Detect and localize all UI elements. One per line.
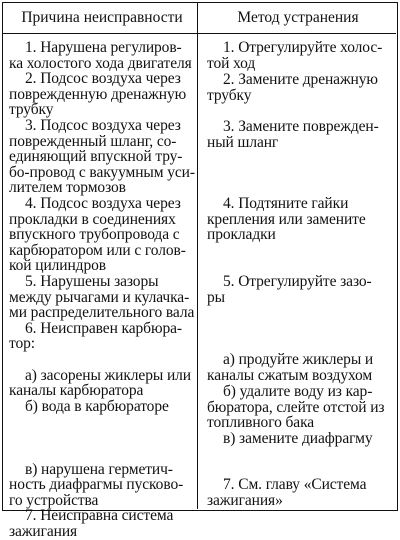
cause-2: 2. Подсос воздуха через поврежденную дренажную трубку bbox=[9, 70, 187, 119]
remedy-3: 3. Замените поврежден- ный шланг bbox=[207, 118, 379, 151]
header-divider bbox=[3, 33, 396, 34]
cause-1: 1. Нарушена регулиров- ка холостого хода двигателя bbox=[9, 39, 192, 72]
cause-6b: б) вода в карбюраторе bbox=[25, 398, 169, 416]
column-divider bbox=[197, 3, 198, 509]
remedy-1: 1. Отрегулируйте холос- той ход bbox=[207, 39, 383, 72]
cause-3: 3. Подсос воздуха через поврежденный шланг, со- единяющий впускной тру- бо-провод с вакуумным уси- лителем тормозов bbox=[9, 116, 195, 197]
cause-7: 7. Неисправна система зажигания bbox=[9, 507, 174, 540]
cause-5: 5. Нарушены зазоры между рычагами и кулачка- ми распределительного вала bbox=[9, 272, 195, 322]
cause-column bbox=[9, 40, 195, 540]
cause-6c: в) нарушена герметич- ность диафрагмы пусково- го устройства bbox=[9, 460, 184, 509]
remedy-7: 7. См. главу «Система зажигания» bbox=[207, 476, 367, 509]
header-remedy: Метод устранения bbox=[237, 9, 359, 26]
cause-6: 6. Неисправен карбюра- тор: bbox=[9, 319, 182, 353]
remedy-6c: в) замените диафрагму bbox=[223, 430, 373, 447]
cause-4: 4. Подсос воздуха через прокладки в соединениях впускного трубопровода с карбюратором или с голов- кой цилиндров bbox=[9, 194, 186, 275]
troubleshooting-table bbox=[2, 2, 398, 540]
remedy-6b: б) удалите воду из кар- бюратора, слейте отстой из топливного бака bbox=[207, 383, 385, 432]
remedy-5: 5. Отрегулируйте зазо- ры bbox=[207, 273, 372, 306]
remedy-2: 2. Замените дренажную трубку bbox=[207, 71, 378, 104]
remedy-4: 4. Подтяните гайки крепления или замените прокладки bbox=[207, 195, 366, 244]
header-cause: Причина неисправности bbox=[21, 9, 183, 26]
cause-6a: а) засорены жиклеры или каналы карбюратора bbox=[9, 366, 191, 400]
remedy-6a: а) продуйте жиклеры и каналы сжатым воздухом bbox=[207, 351, 374, 384]
